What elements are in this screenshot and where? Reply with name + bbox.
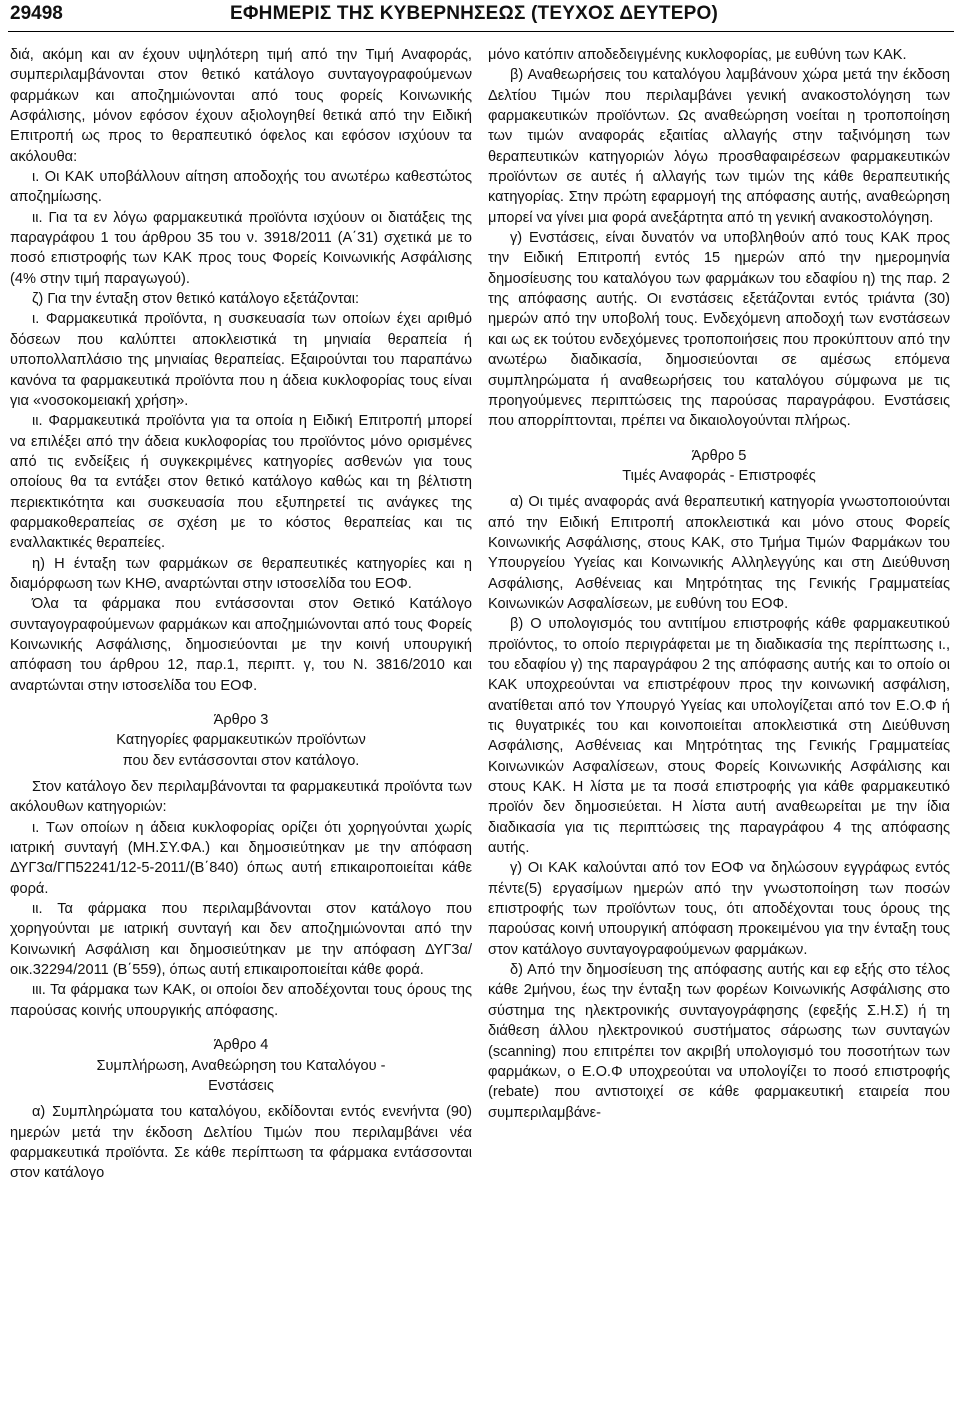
article-5-heading: Άρθρο 5 [691, 447, 747, 464]
paragraph: Όλα τα φάρμακα που εντάσσονται στον Θετικό Κατάλογο συνταγογραφούμενων φαρμάκων και αποζημιώνονται από τους Φορείς Κοινωνικής Ασφάλισης, δημοσιεύονται με την κοινή υπουργική απόφαση του άρθρου 12, παρ.1, περιπτ. γ, του Ν. 3816/2010 και αναρτώνται στην ιστοσελίδα του ΕΟΦ. [10, 596, 472, 694]
page-header [0, 0, 960, 34]
paragraph: ιι. Τα φάρμακα που περιλαμβάνονται στον κατάλογο που χορηγούνται με ιατρική συνταγή και δεν αποζημιώνονται από την Κοινωνική Ασφάλιση και δημοσιεύτηκαν με την απόφαση ΔΥΓ3α/οικ.32294/2011 (Β΄559), όπως αυτή επικαιροποιείται κάθε φορά. [10, 901, 472, 979]
article-3-title: Κατηγορίες φαρμακευτικών προϊόντων [116, 732, 366, 749]
paragraph: ιι. Φαρμακευτικά προϊόντα για τα οποία η Ειδική Επιτροπή μπορεί να επιλέξει από την άδεια κυκλοφορίας του προϊόντος μόνο ορισμένες από τις ενδείξεις ή συγκεκριμένες κατηγορίες ασθενών για τους οποίους θα τα εντάξει στον θετικό κατάλογο καθώς και τη βέλτιστη περιεκτικότητα και συσκευασία που εξυπηρετεί τις ανάγκες της φαρμακοθεραπείας σε σχέση με το κόστος θεραπείας και τις εναλλακτικές θεραπείες. [10, 413, 472, 552]
paragraph: γ) Ενστάσεις, είναι δυνατόν να υποβληθούν από τους ΚΑΚ προς την Ειδική Επιτροπή εντός 15 ημερών από την ημερομηνία δημοσίευσης του καταλόγου των φαρμάκων του εδαφίου η) της παρ. 2 της απόφασης αυτής. Οι ενστάσεις εξετάζονται εντός τριάντα (30) ημερών από την υποβολή τους. Ενδεχόμενη αποδοχή των ενστάσεων και ως εκ τούτου ενδεχόμενες τροποποιήσεις που προκύπτουν από την ανωτέρω διαδικασία, δημοσιεύονται σε αμέσως επόμενα συμπληρώματα ή αναθεωρήσεις του καταλόγου σύμφωνα με τις προηγούμενες περιπτώσεις της παρούσας παραγράφου. Ενστάσεις που απορρίπτονται, πρέπει να δικαιολογούνται πλήρως. [488, 230, 950, 430]
paragraph: β) Αναθεωρήσεις του καταλόγου λαμβάνουν χώρα μετά την έκδοση Δελτίου Τιμών που περιλαμβάνει γενική ανακοστολόγηση των φαρμακευτικών προϊόντων. Ως αναθεώρηση νοείται η τροποποίηση των τιμών αναφοράς εξαιτίας αλλαγής στην ταξινόμηση των θεραπευτικών κατηγοριών λόγω προσθαφαιρέσεων φαρμακευτικών προϊόντων σε αυτές ή αλλαγής των τιμών της κάθε θεραπευτικής κατηγορίας. Στην πρώτη εφαρμογή της απόφασης αυτής, αναθεώρηση μπορεί να γίνει μια φορά ανεξάρτητα από τη γενική ανακοστολόγηση. [488, 67, 950, 226]
paragraph: ιι. Για τα εν λόγω φαρμακευτικά προϊόντα ισχύουν οι διατάξεις της παραγράφου 1 του άρθρου 35 του ν. 3918/2011 (Α΄31) σχετικά με το ποσό επιστροφής των ΚΑΚ προς τους Φορείς Κοινωνικής Ασφάλισης (4% στην τιμή παραγωγού). [10, 209, 472, 287]
paragraph: διά, ακόμη και αν έχουν υψηλότερη τιμή από την Τιμή Αναφοράς, συμπεριλαμβάνονται στον θετικό κατάλογο συνταγογραφούμενων φαρμάκων και αποζημιώνονται από τους φορείς Κοινωνικής Ασφάλισης, μόνον εφόσον έχουν αξιολογηθεί θετικά από την Ειδική Επιτροπή ως προς το θεραπευτικό όφελος και εφόσον ισχύουν τα ακόλουθα: [10, 47, 472, 165]
paragraph: α) Οι τιμές αναφοράς ανά θεραπευτική κατηγορία γνωστοποιούνται από την Ειδική Επιτροπή αποκλειστικά και μόνο στους Φορείς Κοινωνικής Ασφάλισης, στους ΚΑΚ, στο Τμήμα Τιμών Φαρμάκων του Υπουργείου Υγείας και Κοινωνικής Αλληλεγγύης και στη Διεύθυνση Ασφάλισης, Ασθένειας και Μητρότητας της Γενικής Γραμματείας Κοινωνικών Ασφαλίσεων, με ευθύνη του ΕΟΦ. [488, 494, 950, 612]
article-3-title-cont: που δεν εντάσσονται στον κατάλογο. [122, 752, 360, 769]
right-column [488, 45, 950, 1123]
paragraph: ι. Των οποίων η άδεια κυκλοφορίας ορίζει ότι χορηγούνται χωρίς ιατρική συνταγή (ΜΗ.ΣΥ.ΦΑ.) και δημοσιεύτηκαν με την απόφαση ΔΥΓ3α/ΓΠ52241/12-5-2011/(Β΄840) όπως αυτή επικαιροποιείται κάθε φορά. [10, 819, 472, 897]
paragraph: α) Συμπληρώματα του καταλόγου, εκδίδονται εντός ενενήντα (90) ημερών μετά την έκδοση Δελτίου Τιμών που περιλαμβάνει νέα φαρμακευτικά προϊόντα. Σε κάθε περίπτωση τα φάρμακα εντάσσονται στον κατάλογο [10, 1104, 472, 1182]
paragraph: ιιι. Τα φάρμακα των ΚΑΚ, οι οποίοι δεν αποδέχονται τους όρους της παρούσας κοινής υπουργικής απόφασης. [10, 982, 472, 1019]
paragraph: μόνο κατόπιν αποδεδειγμένης κυκλοφορίας, με ευθύνη των ΚΑΚ. [488, 47, 907, 63]
left-column [10, 45, 472, 1184]
paragraph: η) Η ένταξη των φαρμάκων σε θεραπευτικές κατηγορίες και η διαμόρφωση των ΚΗΘ, αναρτώνται στην ιστοσελίδα του ΕΟΦ. [10, 555, 472, 592]
gazette-title: ΕΦΗΜΕΡΙΣ ΤΗΣ ΚΥΒΕΡΝΗΣΕΩΣ (ΤΕΥΧΟΣ ΔΕΥΤΕΡΟ) [230, 3, 718, 24]
paragraph: ζ) Για την ένταξη στον θετικό κατάλογο εξετάζονται: [32, 291, 360, 308]
paragraph: ι. Φαρμακευτικά προϊόντα, η συσκευασία των οποίων έχει αριθμό δόσεων που καλύπτει αποκλειστικά τη μηνιαία θεραπεία ή υποπολλαπλάσιο της μηνιαίας θεραπείας. Εξαιρούνται του παραπάνω κανόνα τα φαρμακευτικά προϊόντα που η άδεια κυκλοφορίας τους είναι για «νοσοκομειακή χρήση». [10, 311, 472, 409]
article-4-title: Συμπλήρωση, Αναθεώρηση του Καταλόγου - [96, 1057, 386, 1074]
paragraph: Στον κατάλογο δεν περιλαμβάνονται τα φαρμακευτικά προϊόντα των ακόλουθων κατηγοριών: [10, 779, 472, 816]
article-4-title-cont: Ενστάσεις [208, 1077, 274, 1094]
paragraph: ι. Οι ΚΑΚ υποβάλλουν αίτηση αποδοχής του ανωτέρω καθεστώτος αποζημίωσης. [10, 169, 472, 206]
article-3-heading: Άρθρο 3 [213, 712, 269, 728]
article-4-heading: Άρθρο 4 [213, 1037, 269, 1054]
paragraph: δ) Από την δημοσίευση της απόφασης αυτής και εφ εξής στο τέλος κάθε 2μήνου, έως την ένταξη των φορέων Κοινωνικής Ασφάλισης στο σύστημα της ηλεκτρονικής συνταγογράφησης (εφεξής Σ.Η.Σ) ή τη διάθεση άλλου ηλεκτρονικού συστήματος σάρωσης των συνταγών (scanning) που επιτρέπει τον ακριβή υπολογισμό του ποσοτήτων των φαρμάκων, ο Ε.Ο.Φ υποχρεούται να υπολογίζει το ποσό επιστροφής (rebate) που αντιστοιχεί σε κάθε φαρμακευτική εταιρεία που συμπεριλαμβάνε- [488, 962, 950, 1121]
paragraph: β) Ο υπολογισμός του αντιτίμου επιστροφής κάθε φαρμακευτικού προϊόντος, το οποίο περιγράφεται με τη διαδικασία της περίπτωσης ι., του εδαφίου γ) της παραγράφου 2 της απόφασης αυτής και το οποίο οι ΚΑΚ υποχρεούνται να επιστρέφουν προς την κοινωνική ασφάλιση, ανατίθεται από τον Υπουργό Υγείας και υπολογίζεται από τον Ε.Ο.Φ ή τις θυγατρικές του και κοινοποιείται αποκλειστικά στη Διεύθυνση Ασφάλισης, Ασθένειας και Μητρότητας της Γενικής Γραμματείας Κοινωνικών Ασφαλίσεων, στους Φορείς Κοινωνικής Ασφάλισης και στους ΚΑΚ. Η λίστα με τα ποσά επιστροφής για κάθε φαρμακευτικό προϊόν δεν δημοσιεύεται. Η λίστα αυτή αναθεωρείται με την ίδια διαδικασία για τις περιπτώσεις της παραγράφου 4 της απόφασης αυτής. [488, 616, 950, 857]
paragraph: γ) Οι ΚΑΚ καλούνται από τον ΕΟΦ να δηλώσουν εγγράφως εντός πέντε(5) εργασίμων ημερών από την γνωστοποίηση των ποσών επιστροφής των προϊόντων τους, ότι αποδέχονται τους όρους της παρούσας κοινή υπουργική απόφαση προκειμένου για την ένταξη τους στον κατάλογο συνταγογραφούμενων φαρμάκων. [488, 860, 950, 958]
article-5-title: Τιμές Αναφοράς - Επιστροφές [622, 467, 816, 484]
page-number: 29498 [10, 3, 63, 24]
header-rule [8, 31, 954, 32]
